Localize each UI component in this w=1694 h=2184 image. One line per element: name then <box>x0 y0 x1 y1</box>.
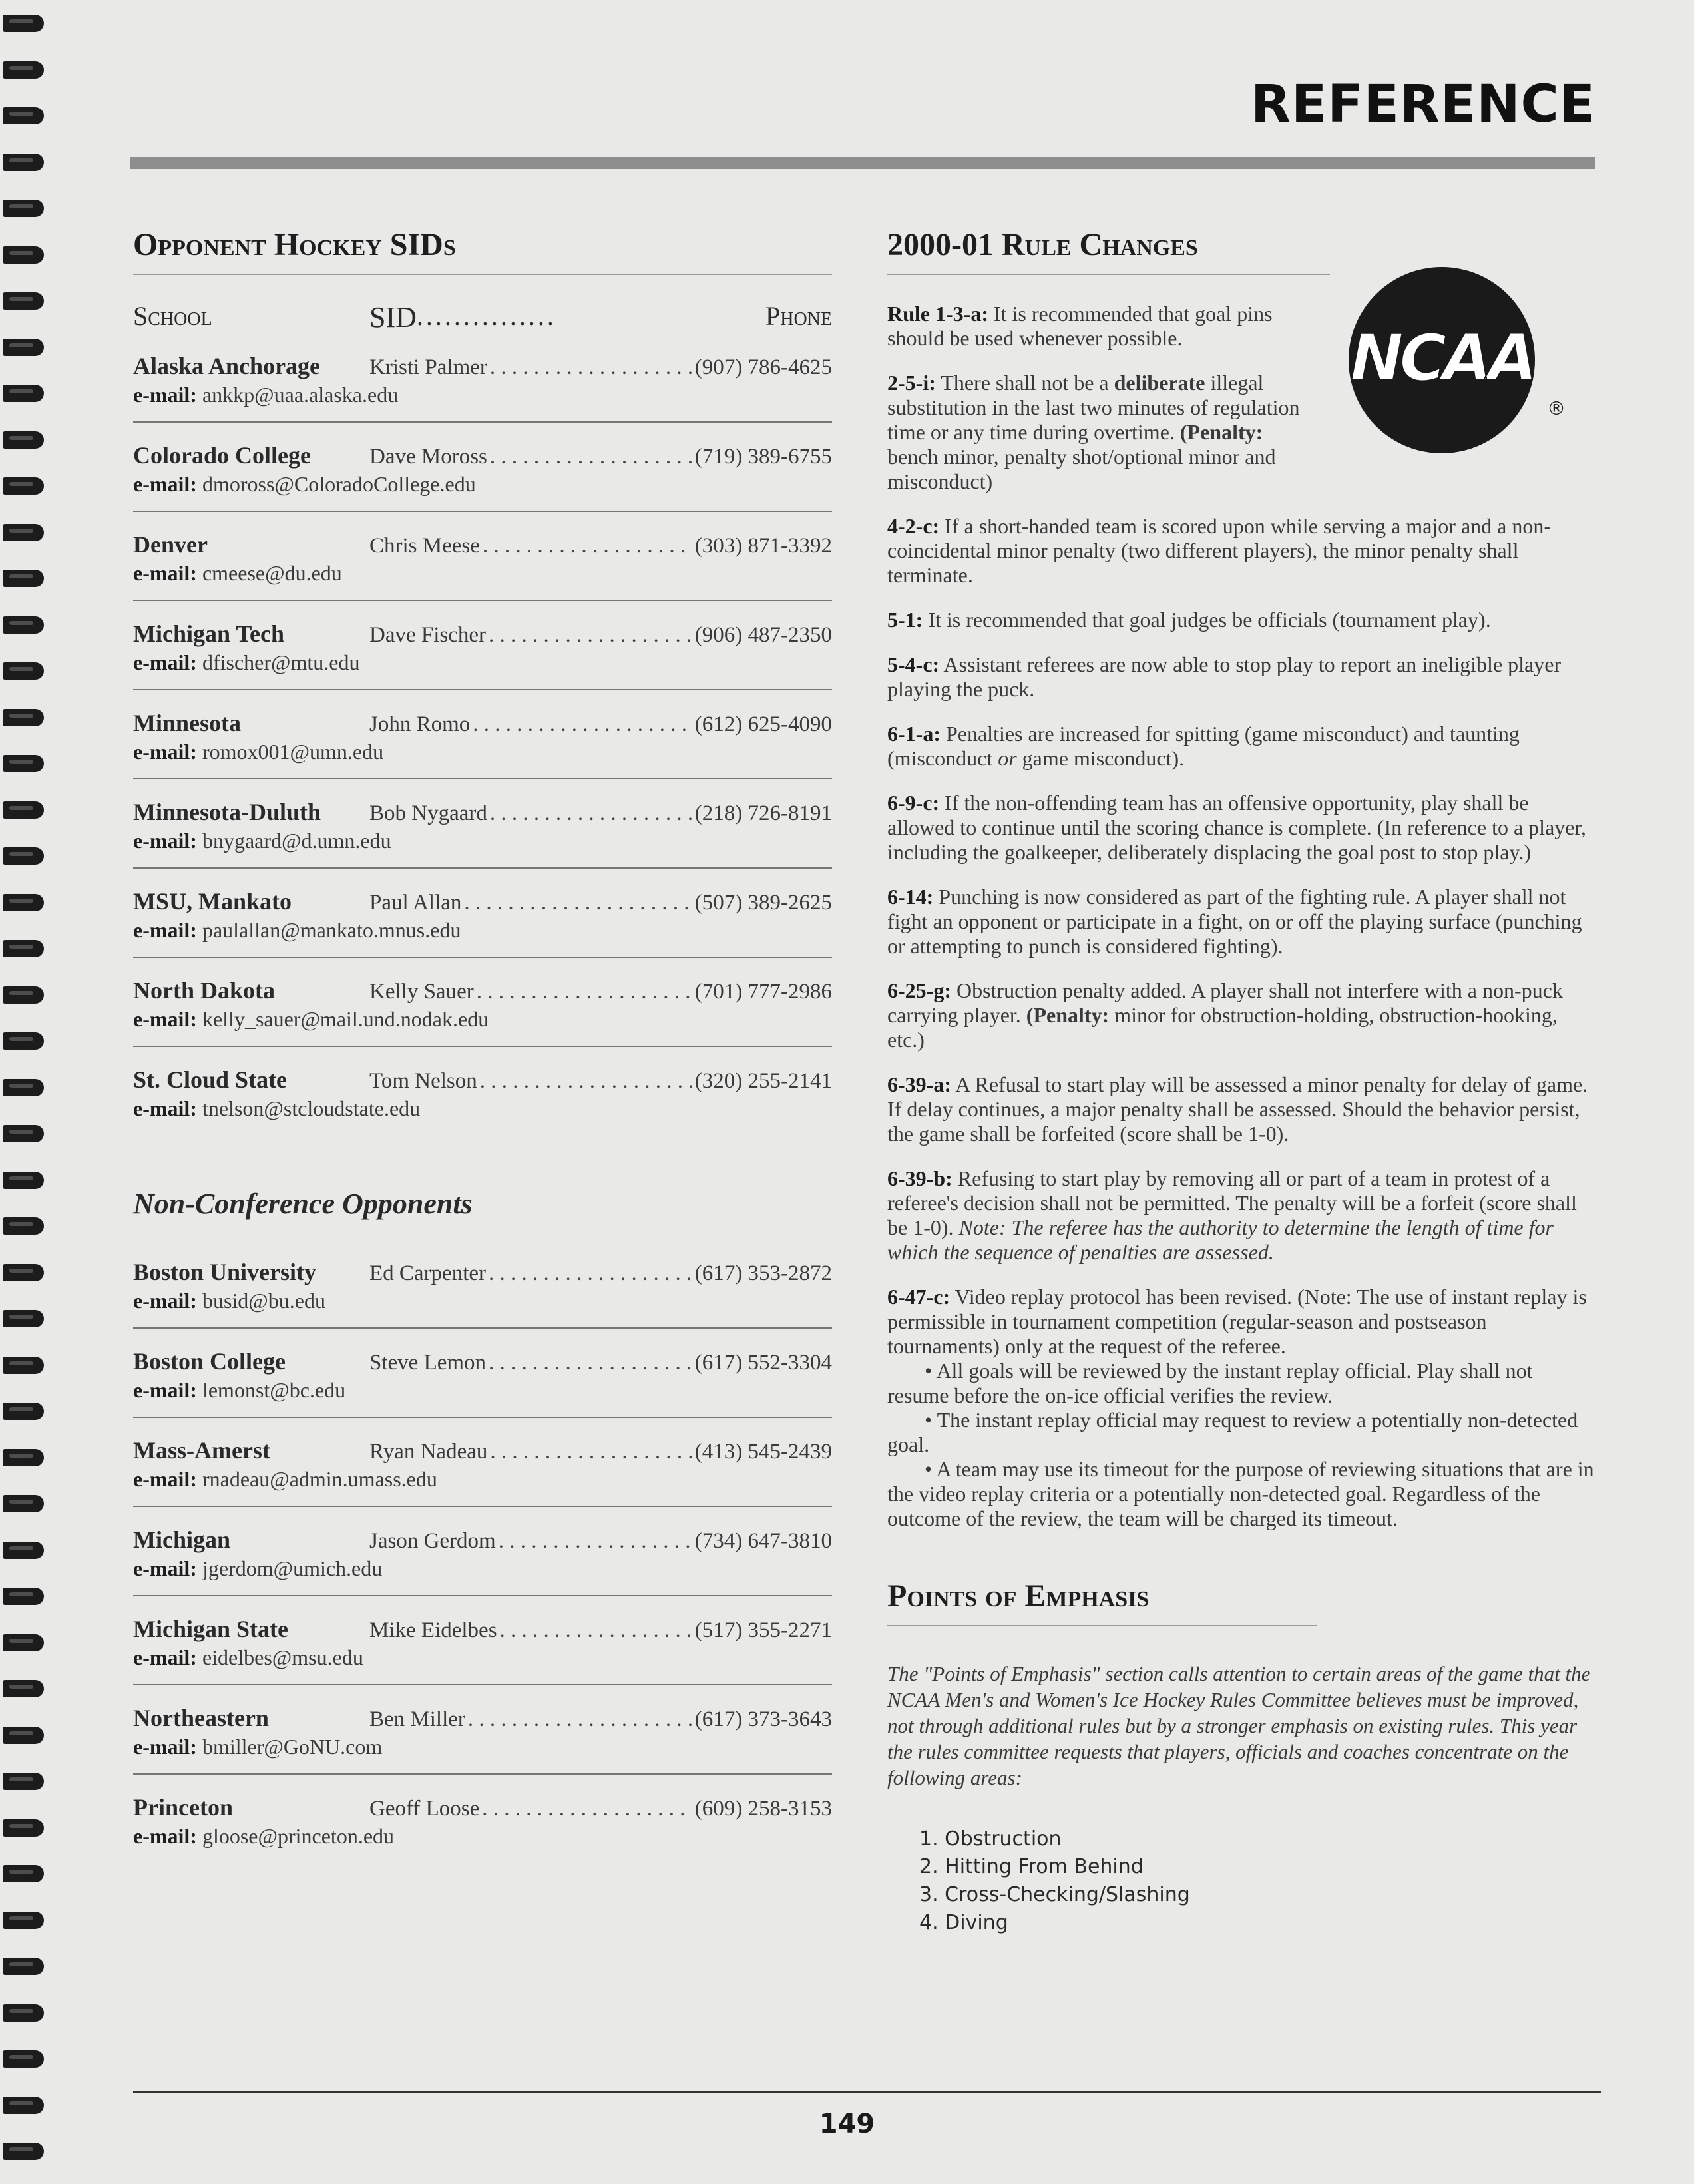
spiral-ring <box>3 1172 44 1189</box>
email-label: e-mail: <box>133 1467 197 1491</box>
spiral-ring <box>3 1357 44 1374</box>
contact-entry <box>133 601 832 690</box>
contact-entry <box>133 1418 832 1507</box>
email-label: e-mail: <box>133 1096 197 1120</box>
spiral-ring <box>3 1819 44 1837</box>
email-label: e-mail: <box>133 383 197 407</box>
email-label: e-mail: <box>133 561 197 585</box>
contact-entry <box>133 779 832 869</box>
rule-text: If a short-handed team is scored upon while serving a major and a non-coincidental minor penalty (two different players), the minor penalty shall terminate. <box>887 514 1551 587</box>
spiral-ring <box>3 1079 44 1096</box>
email-line <box>133 1735 832 1763</box>
column-header-leader: ............... <box>416 301 556 331</box>
spiral-ring <box>3 1264 44 1281</box>
spiral-ring <box>3 986 44 1004</box>
sid-name: Steve Lemon <box>369 1351 487 1375</box>
spiral-ring <box>3 431 44 449</box>
rule-text: Punching is now considered as part of the fighting rule. A player shall not fight an opponent or participate in a fight, on or off the playing surface (punching or attempting to punch is considered fighting). <box>887 885 1582 958</box>
school-name: Michigan Tech <box>133 620 285 647</box>
spiral-ring <box>3 616 44 634</box>
rule-text: It is recommended that goal judges be officials (tournament play). <box>928 608 1491 632</box>
contact-line <box>133 798 832 829</box>
rule-code: 6-39-a: <box>887 1072 951 1096</box>
rule-code: Rule 1-3-a: <box>887 302 988 326</box>
phone-number: (609) 258-3153 <box>694 1797 832 1821</box>
school-name: Northeastern <box>133 1705 269 1731</box>
sid-column-header: SID <box>369 301 417 333</box>
spiral-ring <box>3 1542 44 1559</box>
rule-changes-title: 2000-01 Rule Changes <box>887 227 1198 262</box>
email-label: e-mail: <box>133 650 197 674</box>
email-address: busid@bu.edu <box>202 1289 325 1313</box>
dot-leader <box>464 891 692 915</box>
dot-leader <box>490 355 692 380</box>
sid-directory <box>133 226 832 1862</box>
school-name: Mass-Amerst <box>133 1437 270 1464</box>
contact-line <box>133 531 832 561</box>
school-name: North Dakota <box>133 977 275 1004</box>
sid-name: Dave Moross <box>369 445 487 469</box>
school-name: Boston University <box>133 1259 317 1285</box>
contact-line <box>133 1793 832 1824</box>
spiral-ring <box>3 1217 44 1235</box>
title-divider <box>133 274 832 275</box>
sid-name: John Romo <box>369 712 471 736</box>
spiral-ring <box>3 1680 44 1697</box>
contact-line <box>133 1615 832 1645</box>
email-address: bnygaard@d.umn.edu <box>202 829 391 853</box>
contact-entry <box>133 1507 832 1596</box>
email-label: e-mail: <box>133 740 197 764</box>
email-label: e-mail: <box>133 1824 197 1848</box>
rule-change <box>887 608 1596 632</box>
contact-entry <box>133 1596 832 1685</box>
rule-text: A Refusal to start play will be assessed a minor penalty for delay of game. If delay continues, a major penalty shall be assessed. Should the behavior persist, the game shall be forfeited (score shall be 1-0). <box>887 1072 1588 1146</box>
rule-change <box>887 1166 1596 1265</box>
emphasis-intro: The "Points of Emphasis" section calls attention to certain areas of the game that the NCAA Men's and Women's Ice Hockey Rules Committee believes must be improved, not through additional rules but by a stronger emphasis on existing rules. This year the rules committee requests that players, officials and coaches concentrate on the following areas: <box>887 1662 1591 1789</box>
rule-text: Video replay protocol has been revised. (Note: The use of instant replay is permissible in tournament competition (regular-season and postseason tournaments) only at the request of the referee. <box>887 1285 1587 1358</box>
school-name: Colorado College <box>133 442 311 469</box>
spiral-ring <box>3 246 44 264</box>
spiral-ring <box>3 1449 44 1466</box>
phone-number: (617) 552-3304 <box>694 1351 832 1375</box>
rule-change <box>887 979 1596 1052</box>
contact-entry <box>133 869 832 958</box>
sid-name: Chris Meese <box>369 534 480 558</box>
phone-number: (612) 625-4090 <box>694 712 832 736</box>
dot-leader <box>490 445 692 469</box>
rule-code: 6-25-g: <box>887 979 951 1002</box>
email-label: e-mail: <box>133 1289 197 1313</box>
rule-bullet: • All goals will be reviewed by the instant replay official. Play shall not resume before the on-ice official verifies the review. <box>887 1359 1533 1407</box>
rule-change <box>887 371 1300 494</box>
spiral-ring <box>3 570 44 587</box>
spiral-ring <box>3 1773 44 1790</box>
phone-number: (701) 777-2986 <box>694 980 832 1004</box>
spiral-ring <box>3 1495 44 1512</box>
email-line <box>133 1378 832 1406</box>
sid-name: Mike Eidelbes <box>369 1618 497 1642</box>
spiral-ring <box>3 107 44 124</box>
spiral-ring <box>3 1727 44 1744</box>
contact-entry <box>133 423 832 512</box>
emphasis-item: 1. Obstruction <box>919 1827 1062 1851</box>
school-name: Minnesota <box>133 710 241 736</box>
spiral-binding <box>0 0 60 2184</box>
dot-leader <box>490 1440 692 1464</box>
email-line <box>133 383 832 411</box>
email-line <box>133 1824 832 1852</box>
contact-entry <box>133 1775 832 1862</box>
header-rule <box>130 157 1595 169</box>
school-column-header: School <box>133 301 212 331</box>
sid-name: Dave Fischer <box>369 623 487 647</box>
spiral-ring <box>3 2143 44 2160</box>
sid-name: Ed Carpenter <box>369 1261 487 1285</box>
email-line <box>133 1556 832 1584</box>
email-address: bmiller@GoNU.com <box>202 1735 383 1759</box>
phone-number: (320) 255-2141 <box>694 1069 832 1093</box>
school-name: St. Cloud State <box>133 1066 288 1093</box>
sid-name: Bob Nygaard <box>369 801 487 825</box>
rule-text: It is recommended that goal pins should be used whenever possible. <box>887 302 1273 350</box>
school-name: Denver <box>133 531 208 558</box>
rule-code: 6-9-c: <box>887 791 940 815</box>
title-divider <box>887 1625 1317 1626</box>
emphasis-list <box>887 1825 1596 1937</box>
sid-name: Paul Allan <box>369 891 462 915</box>
sid-name: Geoff Loose <box>369 1797 480 1821</box>
dot-leader <box>490 801 692 826</box>
dot-leader <box>482 1797 692 1821</box>
email-label: e-mail: <box>133 918 197 942</box>
dot-leader <box>483 534 692 558</box>
rule-note: Note: The referee has the authority to determine the length of time for which the sequence of penalties are assessed. <box>887 1215 1554 1264</box>
contact-line <box>133 977 832 1007</box>
school-name: Princeton <box>133 1794 233 1821</box>
rule-bullet: • A team may use its timeout for the purpose of reviewing situations that are in the video replay criteria or a potentially non-detected goal. Regardless of the outcome of the review, the team will be charged its timeout. <box>887 1457 1594 1530</box>
rule-change <box>887 791 1596 865</box>
rule-code: 5-4-c: <box>887 652 940 676</box>
email-address: romox001@umn.edu <box>202 740 384 764</box>
rules-column <box>887 226 1596 1937</box>
rule-code: 6-14: <box>887 885 934 909</box>
email-label: e-mail: <box>133 1556 197 1580</box>
spiral-ring <box>3 154 44 171</box>
sid-name: Kristi Palmer <box>369 355 487 379</box>
dot-leader <box>468 1707 692 1732</box>
dot-leader <box>489 1261 692 1286</box>
column-headers <box>133 300 832 333</box>
spiral-ring <box>3 2004 44 2022</box>
dot-leader <box>473 712 692 737</box>
email-line <box>133 918 832 946</box>
dot-leader <box>499 1529 692 1554</box>
spiral-ring <box>3 755 44 772</box>
phone-number: (719) 389-6755 <box>694 445 832 469</box>
rule-bullet: • The instant replay official may request to review a potentially non-detected goal. <box>887 1408 1578 1456</box>
spiral-ring <box>3 524 44 541</box>
email-address: kelly_sauer@mail.und.nodak.edu <box>202 1007 489 1031</box>
spiral-ring <box>3 1125 44 1142</box>
email-address: ankkp@uaa.alaska.edu <box>202 383 399 407</box>
email-address: cmeese@du.edu <box>202 561 342 585</box>
contact-entry <box>133 690 832 779</box>
spiral-ring <box>3 1912 44 1929</box>
rule-change <box>887 1072 1596 1146</box>
email-address: lemonst@bc.edu <box>202 1378 346 1402</box>
email-address: dmoross@ColoradoCollege.edu <box>202 472 476 496</box>
spiral-ring <box>3 292 44 310</box>
phone-number: (734) 647-3810 <box>694 1529 832 1553</box>
rule-text: Obstruction penalty added. A player shall not interfere with a non-puck carrying player. <box>887 979 1563 1027</box>
school-name: Alaska Anchorage <box>133 353 321 379</box>
contact-line <box>133 441 832 472</box>
penalty-text: minor for obstruction-holding, obstruction-hooking, etc.) <box>887 1003 1558 1052</box>
phone-number: (517) 355-2271 <box>694 1618 832 1642</box>
contact-line <box>133 709 832 740</box>
rule-change <box>887 1285 1596 1531</box>
rule-change <box>887 514 1596 588</box>
email-address: paulallan@mankato.mnus.edu <box>202 918 461 942</box>
penalty-label: (Penalty: <box>1026 1003 1110 1027</box>
sid-name: Kelly Sauer <box>369 980 474 1004</box>
svg-text:®: ® <box>1547 397 1566 419</box>
email-line <box>133 1096 832 1124</box>
contact-entry <box>133 958 832 1047</box>
sid-name: Jason Gerdom <box>369 1529 496 1553</box>
school-name: Minnesota-Duluth <box>133 799 321 825</box>
email-label: e-mail: <box>133 472 197 496</box>
phone-number: (413) 545-2439 <box>694 1440 832 1464</box>
rule-changes-list <box>887 302 1596 1531</box>
contact-entry <box>133 1329 832 1418</box>
email-line <box>133 1007 832 1035</box>
rule-text: illegal substitution in the last two minutes of regulation time or any time during overtime. <box>887 371 1300 444</box>
spiral-ring <box>3 339 44 356</box>
school-name: Boston College <box>133 1348 286 1375</box>
emphasis-item: 4. Diving <box>919 1911 1008 1934</box>
rule-code: 6-47-c: <box>887 1285 951 1309</box>
email-line <box>133 740 832 767</box>
spiral-ring <box>3 477 44 495</box>
penalty-text: bench minor, penalty shot/optional minor and misconduct) <box>887 445 1276 493</box>
phone-number: (907) 786-4625 <box>694 355 832 379</box>
contact-line <box>133 1066 832 1096</box>
emphasis-item: 3. Cross-Checking/Slashing <box>919 1883 1190 1906</box>
rule-code: 6-1-a: <box>887 722 941 746</box>
rule-text: There shall not be a <box>941 371 1109 395</box>
rule-text: Refusing to start play by removing all or part of a team in protest of a referee's decision shall not be permitted. The penalty will be a forfeit (score shall be 1-0). <box>887 1166 1577 1239</box>
spiral-ring <box>3 1958 44 1975</box>
svg-text:NCAA: NCAA <box>1350 321 1534 395</box>
spiral-ring <box>3 1032 44 1050</box>
penalty-label: (Penalty: <box>1179 420 1263 444</box>
contact-entry <box>133 333 832 423</box>
phone-column-header: Phone <box>765 301 832 331</box>
spiral-ring <box>3 200 44 217</box>
email-line <box>133 472 832 500</box>
email-label: e-mail: <box>133 1007 197 1031</box>
rule-change <box>887 302 1300 351</box>
email-line <box>133 829 832 857</box>
conference-opponent-list <box>133 333 832 1135</box>
rule-text: Assistant referees are now able to stop play to report an ineligible player playing the puck. <box>887 652 1562 701</box>
rule-text: If the non-offending team has an offensive opportunity, play shall be allowed to continue until the scoring chance is complete. (In reference to a player, including the goalkeeper, deliberately displacing the goal post to stop play.) <box>887 791 1586 864</box>
emphasis-title: Points of Emphasis <box>887 1578 1150 1614</box>
phone-number: (906) 487-2350 <box>694 623 832 647</box>
page-header: REFERENCE <box>1250 75 1595 134</box>
spiral-ring <box>3 15 44 32</box>
phone-number: (303) 871-3392 <box>694 534 832 558</box>
email-label: e-mail: <box>133 1645 197 1669</box>
contact-line <box>133 1436 832 1467</box>
email-line <box>133 1289 832 1317</box>
rule-code: 2-5-i: <box>887 371 936 395</box>
spiral-ring <box>3 894 44 911</box>
spiral-ring <box>3 1588 44 1605</box>
email-line <box>133 1645 832 1673</box>
rule-emphasis: deliberate <box>1114 371 1205 395</box>
sid-name: Ben Miller <box>369 1707 465 1731</box>
phone-number: (617) 353-2872 <box>694 1261 832 1285</box>
email-address: tnelson@stcloudstate.edu <box>202 1096 421 1120</box>
email-address: dfischer@mtu.edu <box>202 650 360 674</box>
email-label: e-mail: <box>133 1735 197 1759</box>
phone-number: (218) 726-8191 <box>694 801 832 825</box>
contact-entry <box>133 1685 832 1775</box>
email-label: e-mail: <box>133 1378 197 1402</box>
dot-leader <box>489 623 692 648</box>
dot-leader <box>489 1351 692 1375</box>
contact-entry <box>133 512 832 601</box>
rule-code: 5-1: <box>887 608 923 632</box>
email-line <box>133 1467 832 1495</box>
rule-text: Penalties are increased for spitting (game misconduct) and taunting (misconduct <box>887 722 1520 770</box>
email-address: eidelbes@msu.edu <box>202 1645 363 1669</box>
contact-entry <box>133 1047 832 1135</box>
spiral-ring <box>3 1403 44 1420</box>
dot-leader <box>477 980 692 1004</box>
email-address: jgerdom@umich.edu <box>202 1556 383 1580</box>
rule-emphasis: or <box>998 746 1017 770</box>
sid-name: Ryan Nadeau <box>369 1440 488 1464</box>
contact-line <box>133 887 832 918</box>
rule-text: game misconduct). <box>1022 746 1185 770</box>
email-address: rnadeau@admin.umass.edu <box>202 1467 437 1491</box>
rule-change <box>887 885 1596 959</box>
contact-line <box>133 1258 832 1289</box>
email-address: gloose@princeton.edu <box>202 1824 395 1848</box>
spiral-ring <box>3 662 44 680</box>
contact-entry <box>133 1239 832 1329</box>
spiral-ring <box>3 801 44 819</box>
school-name: Michigan <box>133 1526 231 1553</box>
spiral-ring <box>3 1865 44 1882</box>
rule-code: 6-39-b: <box>887 1166 953 1190</box>
sid-name: Tom Nelson <box>369 1069 477 1093</box>
rule-change <box>887 652 1596 702</box>
page-number: 149 <box>819 2109 875 2139</box>
spiral-ring <box>3 709 44 726</box>
email-line <box>133 650 832 678</box>
contact-line <box>133 620 832 650</box>
contact-line <box>133 1347 832 1378</box>
rule-change <box>887 722 1596 771</box>
spiral-ring <box>3 385 44 402</box>
contact-line <box>133 352 832 383</box>
emphasis-item: 2. Hitting From Behind <box>919 1855 1144 1878</box>
dot-leader <box>480 1069 692 1094</box>
school-name: MSU, Mankato <box>133 888 292 915</box>
rule-code: 4-2-c: <box>887 514 940 538</box>
spiral-ring <box>3 2050 44 2068</box>
school-name: Michigan State <box>133 1616 288 1642</box>
phone-number: (617) 373-3643 <box>694 1707 832 1731</box>
title-divider <box>887 274 1330 275</box>
non-conference-opponent-list <box>133 1239 832 1862</box>
contact-line <box>133 1704 832 1735</box>
ncaa-logo <box>1335 262 1582 461</box>
points-of-emphasis <box>887 1578 1596 1937</box>
phone-number: (507) 389-2625 <box>694 891 832 915</box>
email-line <box>133 561 832 589</box>
spiral-ring <box>3 61 44 79</box>
footer-rule <box>133 2091 1601 2093</box>
spiral-ring <box>3 1310 44 1327</box>
spiral-ring <box>3 1634 44 1651</box>
spiral-ring <box>3 940 44 957</box>
dot-leader <box>500 1618 692 1643</box>
sid-section-title: Opponent Hockey SIDs <box>133 227 456 262</box>
email-label: e-mail: <box>133 829 197 853</box>
contact-line <box>133 1526 832 1556</box>
non-conference-title: Non-Conference Opponents <box>133 1188 473 1220</box>
spiral-ring <box>3 847 44 865</box>
